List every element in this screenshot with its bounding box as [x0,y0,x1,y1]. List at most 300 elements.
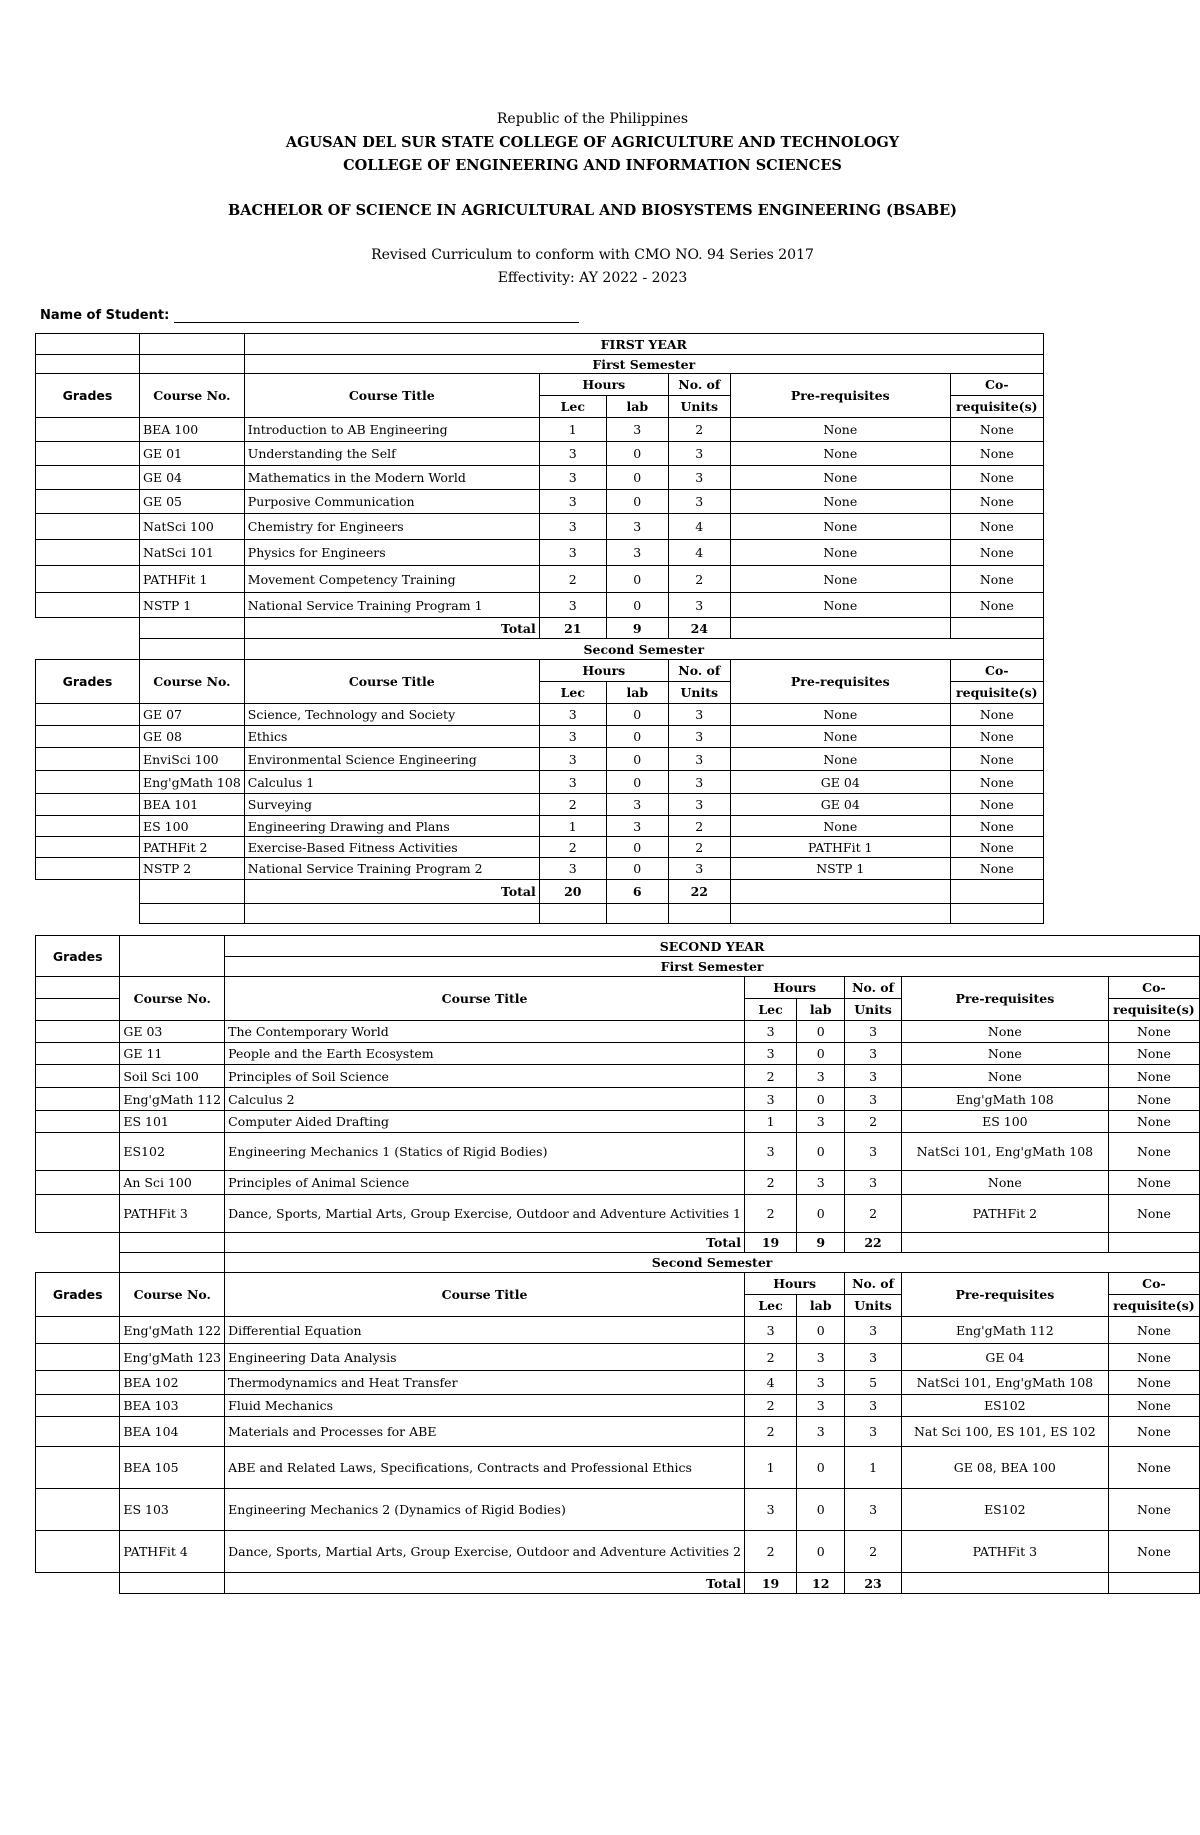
lec-hours: 1 [744,1447,796,1489]
table-row [36,1371,1200,1395]
prerequisites: Eng'gMath 112 [901,1317,1108,1344]
units-header: Units [668,396,730,418]
units: 3 [668,704,730,726]
prerequisites: None [730,748,950,771]
corequisites: None [1108,1447,1199,1489]
course-no: PATHFit 4 [120,1531,225,1573]
semester-title: Second Semester [244,639,1043,660]
course-title: Exercise-Based Fitness Activities [244,837,539,858]
corequisites: None [1108,1531,1199,1573]
coreq-header: Co- [950,374,1043,396]
corequisites: None [1108,1417,1199,1447]
corequisites: None [950,593,1043,618]
lab-header: lab [606,396,668,418]
course-title: Purposive Communication [244,490,539,514]
course-title: Computer Aided Drafting [225,1111,745,1133]
grade-cell[interactable] [36,1088,120,1111]
lab-hours: 3 [606,816,668,837]
prerequisites: None [730,490,950,514]
y2-s1-rows [36,1021,1200,1233]
lab-header: lab [797,999,845,1021]
grade-cell[interactable] [36,1171,120,1195]
lec-hours: 1 [539,418,606,442]
table-row [36,490,1044,514]
student-name-label: Name of Student: [40,308,170,323]
corequisites: None [1108,1171,1199,1195]
prereq-header: Pre-requisites [901,1273,1108,1317]
coreq-header: Co- [950,660,1043,682]
grade-cell[interactable] [36,1133,120,1171]
lab-hours: 3 [797,1344,845,1371]
units-header: Units [668,682,730,704]
y2-s1-total [36,1233,1200,1317]
units: 3 [845,1417,902,1447]
table-row [36,1021,1200,1043]
course-no: NatSci 100 [140,514,245,540]
lab-header: lab [797,1295,845,1317]
corequisites: None [950,837,1043,858]
table-row [36,540,1044,566]
no-of-header: No. of [845,977,902,999]
prerequisites: PATHFit 3 [901,1531,1108,1573]
units: 3 [668,771,730,794]
table-row [36,466,1044,490]
total-lec: 21 [539,618,606,639]
course-title: Materials and Processes for ABE [225,1417,745,1447]
course-title-header: Course Title [244,660,539,704]
lec-hours: 3 [744,1317,796,1344]
grade-cell[interactable] [36,771,140,794]
total-lab: 9 [797,1233,845,1253]
prerequisites: None [730,466,950,490]
table-row [36,726,1044,748]
table-row [36,1195,1200,1233]
course-no-header: Course No. [140,660,245,704]
semester-title: First Semester [244,355,1043,374]
prerequisites: None [730,442,950,466]
table-row [36,1317,1200,1344]
y1-s2-total [36,880,1044,924]
lab-hours: 3 [797,1065,845,1088]
hours-header: Hours [539,374,668,396]
lab-hours: 0 [797,1531,845,1573]
course-no: NSTP 1 [140,593,245,618]
prerequisites: ES 100 [901,1111,1108,1133]
hours-header: Hours [539,660,668,682]
units: 2 [668,837,730,858]
first-year-table [35,333,1044,924]
course-no: ES 101 [120,1111,225,1133]
course-title: Principles of Animal Science [225,1171,745,1195]
units: 3 [668,490,730,514]
prerequisites: None [901,1021,1108,1043]
units: 2 [668,566,730,593]
lab-hours: 0 [606,566,668,593]
units: 3 [668,748,730,771]
course-title: Introduction to AB Engineering [244,418,539,442]
lec-hours: 2 [744,1195,796,1233]
grade-cell[interactable] [36,1489,120,1531]
college-name: COLLEGE OF ENGINEERING AND INFORMATION SCIENCES [343,157,842,174]
corequisites: None [1108,1088,1199,1111]
total-lec: 19 [744,1233,796,1253]
school-name: AGUSAN DEL SUR STATE COLLEGE OF AGRICULTURE AND TECHNOLOGY [285,134,900,151]
y1-s1-rows [36,418,1044,618]
table-row [36,1489,1200,1531]
prerequisites: None [730,816,950,837]
course-no: Soil Sci 100 [120,1065,225,1088]
lab-hours: 0 [606,858,668,880]
grade-cell[interactable] [36,1371,120,1395]
corequisites: None [950,514,1043,540]
units: 3 [668,466,730,490]
lec-hours: 3 [539,771,606,794]
course-no: ES 103 [120,1489,225,1531]
grades-header: Grades [36,1273,120,1317]
grade-cell[interactable] [36,1021,120,1043]
total-units: 22 [668,880,730,904]
table-row [36,1088,1200,1111]
grade-cell[interactable] [36,794,140,816]
grade-cell[interactable] [36,514,140,540]
prerequisites: NSTP 1 [730,858,950,880]
table-row [36,704,1044,726]
lec-hours: 3 [744,1088,796,1111]
grade-cell[interactable] [36,1531,120,1573]
lab-hours: 3 [797,1171,845,1195]
units: 2 [668,418,730,442]
coreq-header-2: requisite(s) [950,682,1043,704]
corequisites: None [950,816,1043,837]
grade-cell[interactable] [36,704,140,726]
course-no: PATHFit 1 [140,566,245,593]
corequisites: None [1108,1065,1199,1088]
course-no: BEA 101 [140,794,245,816]
prereq-header: Pre-requisites [730,374,950,418]
lab-hours: 3 [797,1395,845,1417]
prerequisites: None [730,514,950,540]
course-title: People and the Earth Ecosystem [225,1043,745,1065]
grade-cell[interactable] [36,593,140,618]
course-no: NatSci 101 [140,540,245,566]
course-title: Dance, Sports, Martial Arts, Group Exercise, Outdoor and Adventure Activities 1 [225,1195,745,1233]
course-no: GE 07 [140,704,245,726]
course-no-header: Course No. [120,1273,225,1317]
course-title: Calculus 1 [244,771,539,794]
units: 4 [668,540,730,566]
units: 1 [845,1447,902,1489]
course-title: Engineering Mechanics 2 (Dynamics of Rigid Bodies) [225,1489,745,1531]
corequisites: None [950,540,1043,566]
lec-header: Lec [539,682,606,704]
y1-s1-total [36,618,1044,704]
units: 3 [845,1021,902,1043]
total-label: Total [225,1233,745,1253]
course-no-header: Course No. [120,977,225,1021]
lec-hours: 2 [539,794,606,816]
course-title: Science, Technology and Society [244,704,539,726]
total-lec: 20 [539,880,606,904]
course-no: GE 04 [140,466,245,490]
grade-cell[interactable] [36,1065,120,1088]
year-title: FIRST YEAR [244,334,1043,355]
y2-s2-rows [36,1317,1200,1573]
corequisites: None [1108,1133,1199,1171]
lec-hours: 3 [539,466,606,490]
revised-curriculum-note: Revised Curriculum to conform with CMO NO. 94 Series 2017 [371,247,814,263]
units: 3 [845,1043,902,1065]
lab-hours: 0 [606,490,668,514]
prerequisites: ES102 [901,1395,1108,1417]
course-no: Eng'gMath 123 [120,1344,225,1371]
course-title: Dance, Sports, Martial Arts, Group Exercise, Outdoor and Adventure Activities 2 [225,1531,745,1573]
units: 4 [668,514,730,540]
grade-cell[interactable] [36,490,140,514]
course-no: Eng'gMath 112 [120,1088,225,1111]
lec-hours: 3 [744,1133,796,1171]
corequisites: None [950,748,1043,771]
lab-hours: 3 [606,540,668,566]
lec-hours: 2 [744,1065,796,1088]
lec-hours: 3 [539,490,606,514]
course-no: Eng'gMath 108 [140,771,245,794]
units: 3 [668,858,730,880]
lab-hours: 0 [606,442,668,466]
corequisites: None [950,704,1043,726]
grades-header: Grades [36,374,140,418]
units-header: Units [845,999,902,1021]
units: 3 [845,1065,902,1088]
lec-hours: 3 [539,726,606,748]
lec-hours: 3 [539,593,606,618]
table-row [36,1133,1200,1171]
corequisites: None [1108,1195,1199,1233]
lec-header: Lec [539,396,606,418]
coreq-header-2: requisite(s) [1108,1295,1199,1317]
course-no: BEA 100 [140,418,245,442]
year-title: SECOND YEAR [225,936,1200,957]
y1-s2-rows [36,704,1044,880]
grade-cell[interactable] [36,418,140,442]
course-title-header: Course Title [225,1273,745,1317]
course-no: PATHFit 3 [120,1195,225,1233]
grade-cell[interactable] [36,748,140,771]
course-title: Movement Competency Training [244,566,539,593]
grade-cell[interactable] [36,1317,120,1344]
lab-hours: 3 [606,418,668,442]
lec-hours: 2 [744,1531,796,1573]
lab-hours: 0 [606,593,668,618]
course-no: EnviSci 100 [140,748,245,771]
units: 3 [845,1133,902,1171]
grade-cell[interactable] [36,466,140,490]
total-label: Total [225,1573,745,1594]
table-row [36,1417,1200,1447]
lec-hours: 2 [539,837,606,858]
course-title: Fluid Mechanics [225,1395,745,1417]
corequisites: None [1108,1371,1199,1395]
table-row [36,771,1044,794]
table-row [36,442,1044,466]
lab-hours: 3 [797,1111,845,1133]
grade-cell[interactable] [36,1447,120,1489]
corequisites: None [950,466,1043,490]
lab-hours: 3 [797,1371,845,1395]
program-title: BACHELOR OF SCIENCE IN AGRICULTURAL AND BIOSYSTEMS ENGINEERING (BSABE) [227,202,958,219]
prerequisites: NatSci 101, Eng'gMath 108 [901,1133,1108,1171]
lec-hours: 3 [539,704,606,726]
course-title: Understanding the Self [244,442,539,466]
total-units: 24 [668,618,730,639]
lab-hours: 0 [797,1043,845,1065]
grade-cell[interactable] [36,1395,120,1417]
lec-hours: 1 [744,1111,796,1133]
lab-hours: 3 [797,1417,845,1447]
lab-header: lab [606,682,668,704]
grades-header: Grades [36,936,120,977]
course-title: National Service Training Program 1 [244,593,539,618]
course-no-header: Course No. [140,374,245,418]
grade-cell[interactable] [36,566,140,593]
lab-hours: 0 [606,466,668,490]
grade-cell[interactable] [36,858,140,880]
prerequisites: GE 04 [901,1344,1108,1371]
course-no: An Sci 100 [120,1171,225,1195]
table-row [36,794,1044,816]
lab-hours: 0 [797,1195,845,1233]
coreq-header-2: requisite(s) [950,396,1043,418]
prerequisites: None [901,1171,1108,1195]
no-of-header: No. of [668,374,730,396]
grade-cell[interactable] [36,1344,120,1371]
lec-header: Lec [744,1295,796,1317]
prerequisites: NatSci 101, Eng'gMath 108 [901,1371,1108,1395]
course-no: NSTP 2 [140,858,245,880]
no-of-header: No. of [668,660,730,682]
course-title: Calculus 2 [225,1088,745,1111]
units: 3 [668,726,730,748]
corequisites: None [950,858,1043,880]
corequisites: None [1108,1021,1199,1043]
units: 3 [845,1395,902,1417]
lec-hours: 2 [744,1395,796,1417]
units: 3 [845,1171,902,1195]
prereq-header: Pre-requisites [901,977,1108,1021]
total-lab: 12 [797,1573,845,1594]
lab-hours: 0 [797,1021,845,1043]
units: 3 [668,442,730,466]
course-title: Engineering Drawing and Plans [244,816,539,837]
table-row [36,1344,1200,1371]
grade-cell[interactable] [36,1195,120,1233]
total-lec: 19 [744,1573,796,1594]
total-lab: 9 [606,618,668,639]
corequisites: None [1108,1317,1199,1344]
units: 3 [845,1088,902,1111]
course-title: Ethics [244,726,539,748]
course-title: Engineering Data Analysis [225,1344,745,1371]
course-no: Eng'gMath 122 [120,1317,225,1344]
coreq-header-2: requisite(s) [1108,999,1199,1021]
units: 2 [845,1531,902,1573]
course-title: Physics for Engineers [244,540,539,566]
lec-hours: 1 [539,816,606,837]
lab-hours: 0 [606,748,668,771]
prerequisites: PATHFit 2 [901,1195,1108,1233]
units: 2 [845,1111,902,1133]
units: 3 [668,593,730,618]
units: 3 [845,1344,902,1371]
corequisites: None [950,794,1043,816]
grade-cell[interactable] [36,1043,120,1065]
corequisites: None [1108,1043,1199,1065]
coreq-header: Co- [1108,1273,1199,1295]
prerequisites: None [730,726,950,748]
grade-cell[interactable] [36,726,140,748]
y2-s2-total [36,1573,1200,1594]
units-header: Units [845,1295,902,1317]
lec-hours: 3 [539,858,606,880]
course-no: ES102 [120,1133,225,1171]
lec-hours: 3 [539,442,606,466]
lab-hours: 0 [797,1489,845,1531]
prerequisites: None [730,566,950,593]
units: 2 [668,816,730,837]
corequisites: None [950,442,1043,466]
lec-hours: 4 [744,1371,796,1395]
student-name-line[interactable] [174,308,579,323]
coreq-header: Co- [1108,977,1199,999]
prerequisites: Eng'gMath 108 [901,1088,1108,1111]
corequisites: None [1108,1344,1199,1371]
hours-header: Hours [744,977,844,999]
table-row [36,837,1044,858]
course-no: GE 08 [140,726,245,748]
course-title: Chemistry for Engineers [244,514,539,540]
corequisites: None [1108,1395,1199,1417]
units: 2 [845,1195,902,1233]
corequisites: None [950,726,1043,748]
prerequisites: None [901,1065,1108,1088]
lec-hours: 2 [744,1171,796,1195]
total-lab: 6 [606,880,668,904]
grade-cell[interactable] [36,816,140,837]
units: 5 [845,1371,902,1395]
prerequisites: None [901,1043,1108,1065]
grade-cell[interactable] [36,442,140,466]
lab-hours: 0 [606,771,668,794]
total-units: 22 [845,1233,902,1253]
table-row [36,1065,1200,1088]
course-title: Surveying [244,794,539,816]
lec-hours: 3 [744,1489,796,1531]
course-no: BEA 102 [120,1371,225,1395]
course-title: Thermodynamics and Heat Transfer [225,1371,745,1395]
lec-hours: 3 [744,1043,796,1065]
prerequisites: None [730,704,950,726]
grade-cell[interactable] [36,837,140,858]
second-year-table [35,935,1200,1594]
grade-cell[interactable] [36,540,140,566]
lec-hours: 3 [539,540,606,566]
lab-hours: 0 [606,726,668,748]
total-label: Total [244,618,539,639]
course-no: BEA 103 [120,1395,225,1417]
grade-cell[interactable] [36,1111,120,1133]
document-header [0,108,1185,290]
course-no: BEA 104 [120,1417,225,1447]
grade-cell[interactable] [36,1417,120,1447]
